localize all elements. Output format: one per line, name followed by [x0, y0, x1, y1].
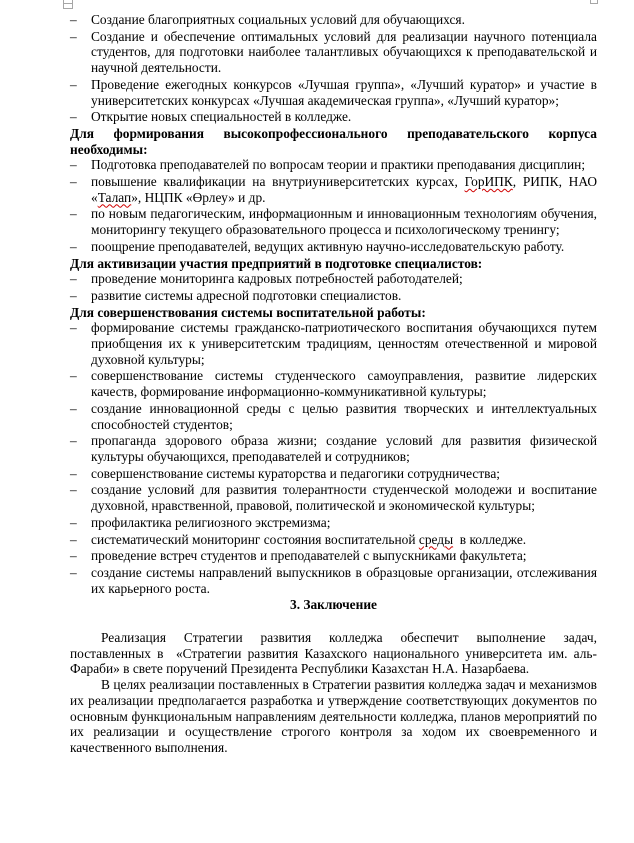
text-boundary-marker-left [63, 0, 73, 9]
section-title-conclusion: 3. Заключение [290, 597, 377, 613]
conclusion-paragraph: Реализация Стратегии развития колледжа обеспечит выполнение задач, поставленных в «Стратегии развития Казахского национального университета им. аль-Фараби» в свете поручений Президента Республики Казахстан Н.А. Назарбаева. [70, 630, 604, 677]
list-item: – Открытие новых специальностей в колледже. [70, 109, 597, 125]
list-item: – совершенствование системы кураторства и педагогики сотрудничества; [70, 466, 597, 482]
list-education-work [70, 320, 597, 596]
spellcheck-word[interactable]: среды [418, 531, 454, 547]
text-run: », НЦПК «Өрлеу» и др. [131, 189, 266, 205]
text-run: в колледже. [453, 531, 527, 547]
list-enterprises [70, 271, 597, 303]
list-item: – Создание благоприятных социальных условий для обучающихся. [70, 12, 597, 28]
list-item: – формирование системы гражданско-патриотического воспитания обучающихся путем приобщения их к университетским традициям, ценностям отечественной и мировой духовной культуры; [70, 320, 597, 367]
text-run: , РИПК, НАО « [91, 174, 597, 205]
list-item: – совершенствование системы студенческого самоуправления, развитие лидерских качеств, формирование информационно-коммуникативной культуры; [70, 368, 597, 399]
list-item: – проведение мониторинга кадровых потребностей работодателей; [70, 271, 597, 287]
blank-line [70, 613, 597, 628]
conclusion-paragraph: В целях реализации поставленных в Стратегии развития колледжа задач и механизмов их реализации предполагается разработка и утверждение соответствующих документов по основным функциональным направлениям деятельности колледжа, планов мероприятий по их реализации и осуществление строгого контроля за ходом их своевременного и качественного выполнения. [70, 677, 597, 755]
spellcheck-word[interactable]: Талап [97, 189, 132, 205]
list-item: – Создание и обеспечение оптимальных условий для реализации научного потенциала студентов, для подготовки наиболее талантливых обучающихся к преподавательской и научной деятельности. [70, 29, 597, 76]
list-item: – развитие системы адресной подготовки специалистов. [70, 288, 597, 304]
list-item: – Проведение ежегодных конкурсов «Лучшая группа», «Лучший куратор» и участие в университетских конкурсах «Лучшая академическая группа», «Лучший куратор»; [70, 77, 597, 108]
list-general-measures [70, 12, 597, 125]
list-item [70, 532, 597, 548]
list-item [70, 174, 597, 205]
heading-education-work: Для совершенствования системы воспитательной работы: [70, 304, 426, 320]
list-item: – проведение встреч студентов и преподавателей с выпускниками факультета; [70, 548, 597, 564]
list-item: – по новым педагогическим, информационным и инновационным технологиям обучения, мониторингу текущего образовательного процесса и психологическому тренингу; [70, 206, 597, 237]
list-item: – пропаганда здорового образа жизни; создание условий для развития физической культуры обучающихся, преподавателей и сотрудников; [70, 433, 597, 464]
heading-enterprises: Для активизации участия предприятий в подготовке специалистов: [70, 255, 483, 271]
list-item: – профилактика религиозного экстремизма; [70, 515, 597, 531]
list-item: – создание условий для развития толерантности студенческой молодежи и воспитание духовной, нравственной, правовой, политической и экономической культуры; [70, 482, 597, 513]
document-page [70, 12, 604, 756]
heading-text: Для формирования высокопрофессионального преподавательского корпуса необходимы: [70, 125, 597, 157]
text-run: систематический мониторинг состояния воспитательной [91, 531, 419, 547]
list-item: – создание системы направлений выпускников в образцовые организации, отслеживания их карьерного роста. [70, 565, 597, 596]
list-teaching-staff [70, 157, 597, 254]
text-run: повышение квалификации на внутриуниверситетских курсах, [91, 174, 465, 190]
text-boundary-marker-right [590, 0, 598, 4]
heading-teaching-staff [70, 126, 597, 157]
list-item: – Подготовка преподавателей по вопросам теории и практики преподавания дисциплин; [70, 157, 597, 173]
list-item: – поощрение преподавателей, ведущих активную научно-исследовательскую работу. [70, 239, 597, 255]
list-item: – создание инновационной среды с целью развития творческих и интеллектуальных способностей студентов; [70, 401, 597, 432]
spellcheck-word[interactable]: ГорИПК [464, 174, 513, 190]
